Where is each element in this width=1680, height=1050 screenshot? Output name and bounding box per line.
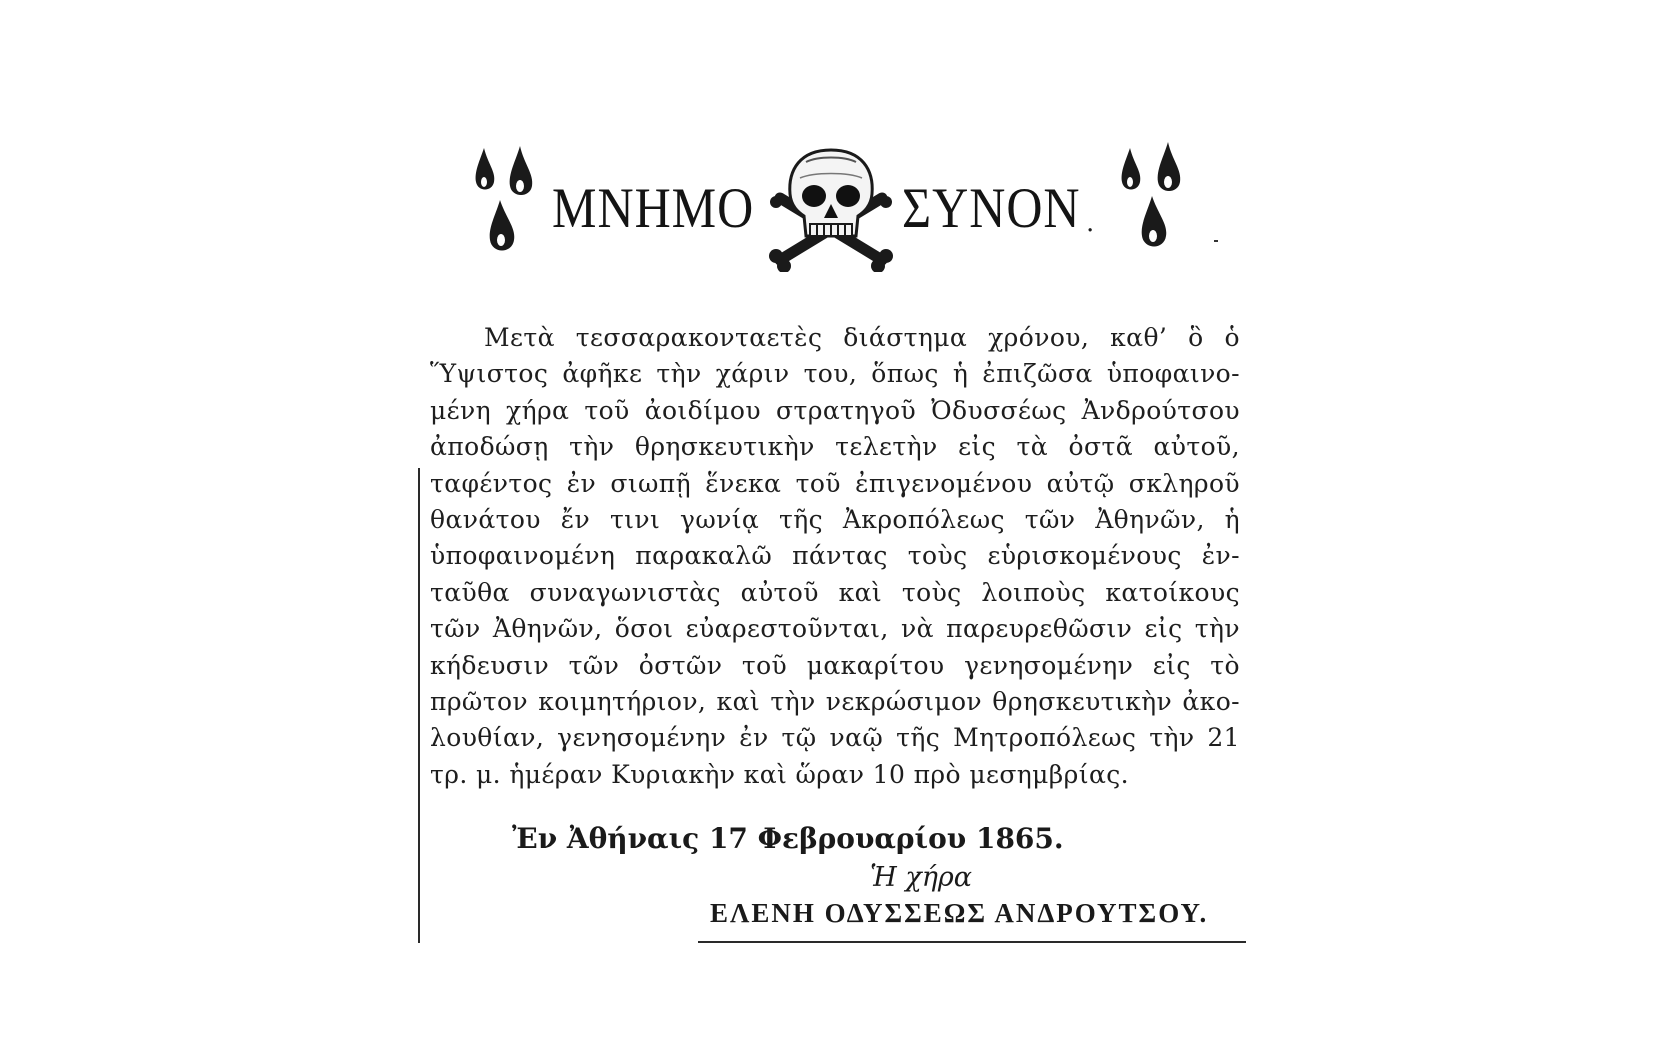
body-line: τρ. μ. ἡμέραν Κυριακὴν καὶ ὥραν 10 πρὸ μεσημβρίας. xyxy=(430,759,1129,789)
body-line: λουθίαν, γενησομένην ἐν τῷ ναῷ τῆς Μητροπόλεως τὴν 21 xyxy=(430,723,1240,753)
signature-title: Ἡ χήρα xyxy=(870,862,973,893)
body-line: Ὕψιστος ἀφῆκε τὴν χάριν του, ὅπως ἡ ἐπιζῶσα ὑποφαινο- xyxy=(430,359,1240,389)
body-line: τῶν Ἀθηνῶν, ὅσοι εὐαρεστοῦνται, νὰ παρευρεθῶσιν εἰς τὴν xyxy=(430,614,1240,644)
signature-name: ΕΛΕΝΗ ΟΔΥΣΣΕΩΣ ΑΝΔΡΟΥΤΣΟΥ. xyxy=(710,898,1209,928)
left-border-rule xyxy=(418,468,420,943)
body-line: Μετὰ τεσσαρακονταετὲς διάστημα χρόνου, καθ’ ὃ ὁ xyxy=(484,323,1240,352)
tear-drops-icon-left xyxy=(470,138,550,268)
notice-header xyxy=(470,138,1190,278)
body-line: κήδευσιν τῶν ὀστῶν τοῦ μακαρίτου γενησομένην εἰς τὸ xyxy=(430,650,1240,680)
dateline: Ἐν Ἀθήναις 17 Φεβρουαρίου 1865. xyxy=(512,822,1064,855)
title-period: . xyxy=(1086,208,1095,238)
body-line: θανάτου ἔν τινι γωνίᾳ τῆς Ἀκροπόλεως τῶν Ἀθηνῶν, ἡ xyxy=(430,504,1240,534)
body-line: μένη χήρα τοῦ ἀοιδίμου στρατηγοῦ Ὀδυσσέως Ἀνδρούτσου xyxy=(430,395,1240,425)
body-line: ταφέντος ἐν σιωπῇ ἕνεκα τοῦ ἐπιγενομένου αὐτῷ σκληροῦ xyxy=(430,468,1240,498)
body-line: ἀποδώσῃ τὴν θρησκευτικὴν τελετὴν εἰς τὰ ὀστᾶ αὐτοῦ, xyxy=(430,432,1240,462)
tear-drops-icon-right xyxy=(1110,138,1190,268)
skull-and-crossbones-icon xyxy=(766,144,896,272)
body-line: ταῦθα συναγωνιστὰς αὐτοῦ καὶ τοὺς λοιποὺς κατοίκους xyxy=(430,577,1240,607)
body-line: πρῶτον κοιμητήριον, καὶ τὴν νεκρώσιμον θρησκευτικὴν ἀκο- xyxy=(430,686,1240,716)
ink-speck xyxy=(1214,240,1218,242)
title-part-left: ΜΝΗΜΟ xyxy=(552,175,755,240)
title-part-right: ΣΥΝΟΝ xyxy=(902,175,1081,240)
body-line: ὑποφαινομένη παρακαλῶ πάντας τοὺς εὑρισκομένους ἐν- xyxy=(430,541,1240,571)
notice-body xyxy=(430,320,1240,793)
bottom-border-rule xyxy=(698,941,1246,943)
